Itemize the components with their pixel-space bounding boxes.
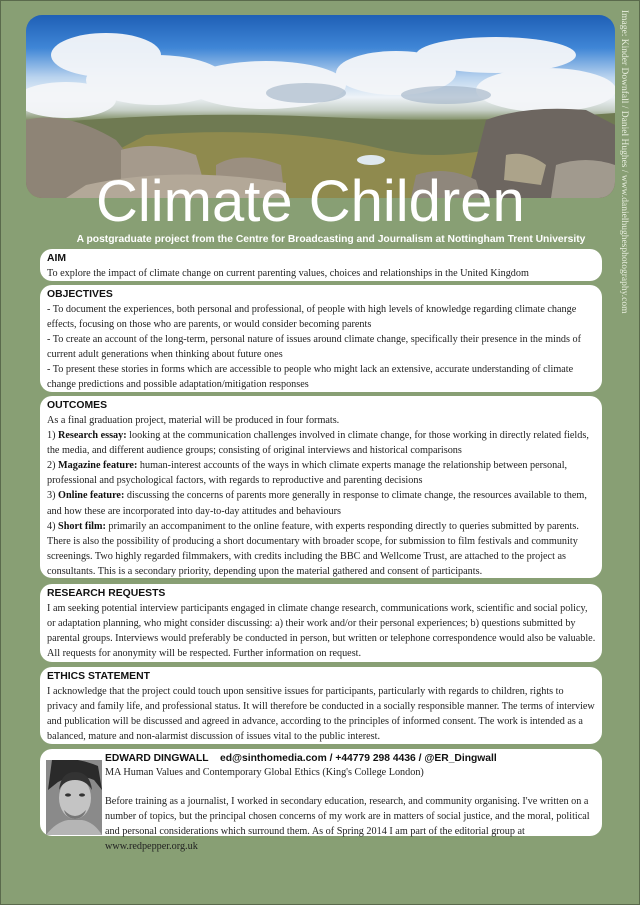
outcome-text: looking at the communication challenges involved in climate change, for those working in directly related fields, the media, and different audience groups; consisting of original interviews and historical comparisons [47, 430, 589, 457]
author-bio-text: Before training as a journalist, I worked in secondary education, research, and community organising. I've written on a number of topics, but the principal chosen concerns of my work are in matters of social justice, and the moral, political and personal considerations which surround them. As of Spring 2014 I am part of the editorial group at www.redpepper.org.uk [105, 796, 590, 853]
outcome-label: Research essay: [58, 430, 127, 442]
author-contact: ed@sinthomedia.com / +44779 298 4436 / @ER_Dingwall [220, 753, 497, 764]
author-name: EDWARD DINGWALL [105, 753, 209, 764]
page-title: Climate Children [96, 169, 525, 234]
objectives-heading: OBJECTIVES [47, 289, 113, 300]
outcomes-heading: OUTCOMES [47, 400, 108, 411]
ethics-text: I acknowledge that the project could touch upon sensitive issues for participants, particularly with regards to children, rights to privacy and family life, and professional status. It will therefore be conducted in a socially responsible manner. The terms of interview and publication will be discussed and agreed in advance, according to the principles of informed consent. The work is intended as a balanced, mature and non-alarmist discussion of issues vital to the public interest. [47, 686, 595, 743]
objective-item: - To present these stories in forms which are accessible to people who might lack an extensive, accurate understanding of climate change predictions and possible adaptation/mitigation responses [47, 364, 574, 391]
outcome-number: 2) [47, 460, 59, 472]
outcome-text: human-interest accounts of the ways in which climate experts manage the relationship between personal, professional and psychological factors, with regards to reproductive and parenting decisions [47, 460, 568, 487]
research-heading: RESEARCH REQUESTS [47, 588, 166, 599]
objective-item: - To create an account of the long-term, personal nature of issues around climate change, specifically their presence in the minds of current adult generations when thinking about future ones [47, 334, 582, 361]
outcome-label: Online feature: [58, 490, 125, 502]
ethics-heading: ETHICS STATEMENT [47, 671, 150, 682]
objective-item: - To document the experiences, both personal and professional, of people with high levels of knowledge regarding climate change effects, focusing on those who are parents, or would consider becoming parents [47, 304, 577, 331]
outcome-item [47, 428, 596, 458]
research-requests-section [40, 584, 602, 662]
outcomes-section [40, 396, 602, 578]
author-header [105, 752, 596, 765]
aim-section [40, 249, 602, 281]
outcome-number: 4) [47, 520, 59, 532]
aim-text: To explore the impact of climate change on current parenting values, choices and relationships in the United Kingdom [47, 268, 529, 279]
author-bio-section [40, 749, 602, 853]
outcome-number: 1) [47, 430, 59, 442]
outcome-text: primarily an accompaniment to the online feature, with experts responding directly to queries submitted by parents. There is also the possibility of producing a short documentary with broader scope, for submission to film festivals and community screenings. Two highly regarded filmmakers, with credits including the BBC and Wellcome Trust, are attached to the project as consultants. This is a secondary priority, depending upon the material gathered and consent of participants. [47, 520, 579, 577]
image-credit: Image: Kinder Downfall / Daniel Hughes / www.danielhughesphotography.com [619, 10, 629, 314]
person-photo-icon [46, 760, 102, 835]
page-subtitle: A postgraduate project from the Centre for Broadcasting and Journalism at Nottingham Trent University [76, 234, 586, 245]
research-text: I am seeking potential interview participants engaged in climate change research, communications work, scientific and social policy, or adaptation planning, who might consider discussing: a) their work and/or their personal experiences; b) questions submitted by parental groups. Interviews would preferably be conducted in person, but written or telephone correspondence would also be valuable. All requests for anonymity will be respected. Further information on request. [47, 603, 596, 660]
outcome-label: Magazine feature: [58, 460, 138, 472]
ethics-section [40, 667, 602, 744]
outcome-number: 3) [47, 490, 59, 502]
outcomes-intro: As a final graduation project, material will be produced in four formats. [47, 415, 340, 426]
objectives-section [40, 285, 602, 392]
author-degree: MA Human Values and Contemporary Global Ethics (King's College London) [105, 767, 424, 778]
outcome-item [47, 458, 596, 488]
outcome-item [47, 488, 596, 518]
author-headshot [46, 760, 102, 835]
outcome-text: discussing the concerns of parents more generally in response to climate change, the resources available to them, and how these are incorporated into day-to-day attitudes and behaviours [47, 490, 587, 517]
outcome-label: Short film: [58, 520, 106, 532]
aim-heading: AIM [47, 253, 67, 264]
outcome-item [47, 519, 596, 579]
